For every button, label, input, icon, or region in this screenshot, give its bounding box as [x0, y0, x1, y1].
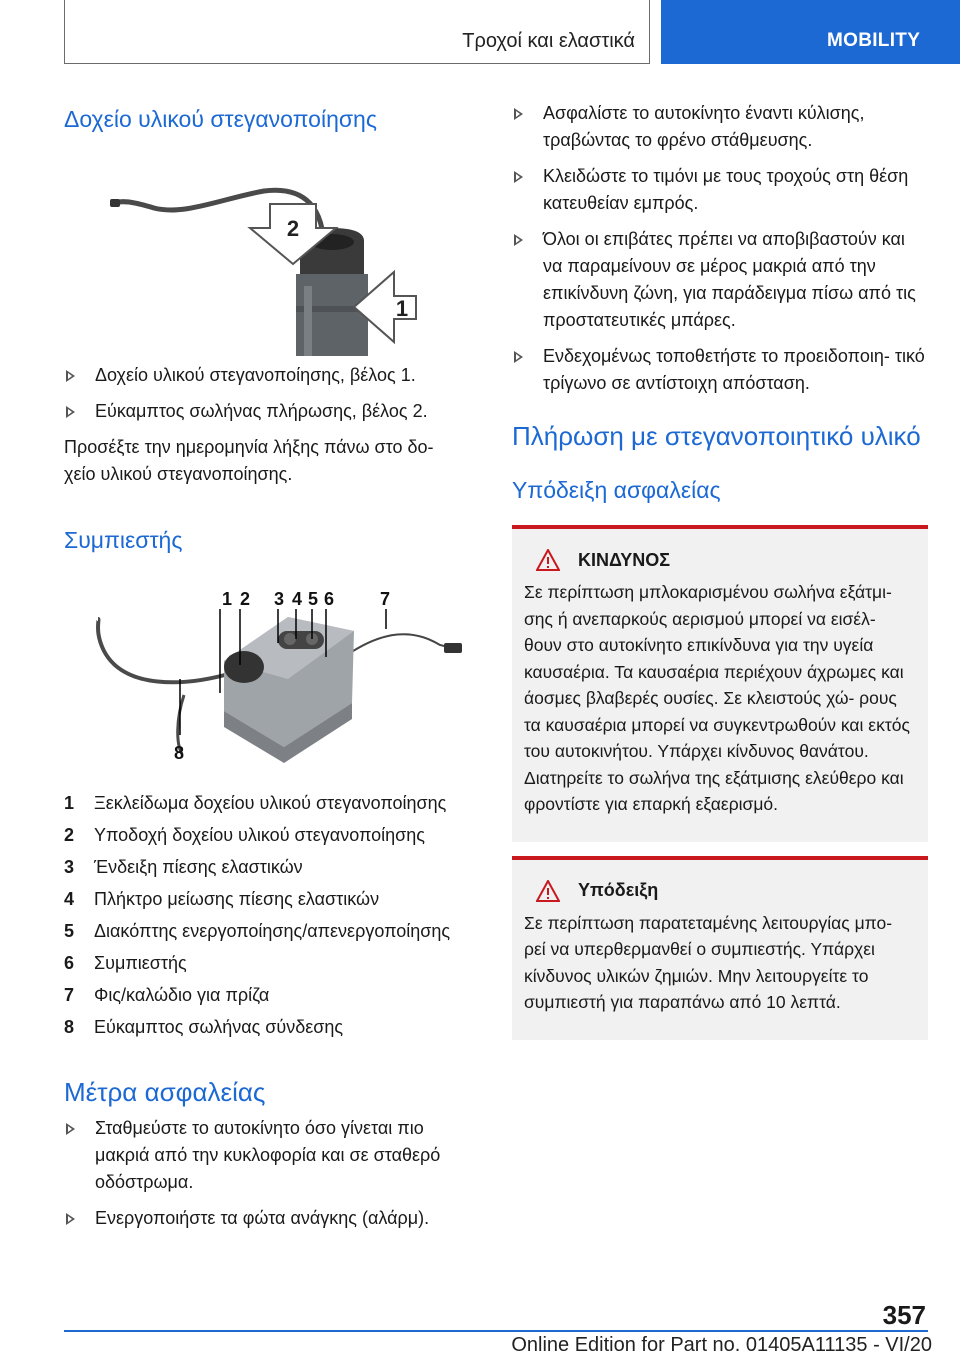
note-text: Σε περίπτωση παρατεταμένης λειτουργίας μπο‐ ρεί να υπερθερμανθεί ο συμπιεστής. Υπάρχει κίνδυνος υλικών ζημιών. Μην λειτουργείτε το συμπιεστή για παραπάνω από 10 λεπτά. — [524, 912, 893, 1012]
legend-number: 3 — [64, 857, 75, 877]
safety-item-2: Ενεργοποιήστε τα φώτα ανάγκης (αλάρμ). — [64, 1205, 468, 1232]
safety-item-1: Σταθμεύστε το αυτοκίνητο όσο γίνεται πιο μακριά από την κυκλοφορία και σε σταθερό οδόστρωμα. — [64, 1115, 468, 1196]
legend-text: Φις/καλώδιο για πρίζα — [94, 985, 270, 1005]
safety-item-5: Όλοι οι επιβάτες πρέπει να αποβιβαστούν και να παραμείνουν σε μέρος μακριά από την επικίνδυνη ζώνη, για παράδειγμα πίσω από τις προστατευτικές μπάρες. — [512, 226, 928, 334]
danger-notice — [512, 525, 928, 842]
container-heading: Δοχείο υλικού στεγανοποίησης — [64, 106, 377, 132]
safety-item-3: Ασφαλίστε το αυτοκίνητο έναντι κύλισης, τραβώντας το φρένο στάθμευσης. — [512, 100, 928, 154]
legend-item — [64, 787, 468, 819]
chapter-title: Τροχοί και ελαστικά — [462, 30, 635, 52]
figure2-label-3: 3 — [274, 589, 285, 609]
figure2-label-7: 7 — [380, 589, 391, 609]
compressor-figure — [64, 569, 468, 779]
footer-edition: Online Edition for Part no. 01405A11135 - VI/20 — [511, 1334, 932, 1356]
figure2-label-2: 2 — [240, 589, 251, 609]
legend-text: Πλήκτρο μείωσης πίεσης ελαστικών — [94, 889, 380, 909]
legend-text: Ξεκλείδωμα δοχείου υλικού στεγανοποίησης — [94, 793, 447, 813]
compressor-legend — [64, 787, 468, 1043]
legend-item — [64, 819, 468, 851]
hose-end-cap — [110, 199, 120, 207]
danger-text: Σε περίπτωση μπλοκαρισμένου σωλήνα εξάτμι‐ σης ή ανεπαρκούς αερισμού μπορεί να εισέλ‐ θουν στο αυτοκίνητο επικίνδυνα για την υγεία καυσαέρια. Τα καυσαέρια περιέχουν άχρωμες και άοσμες βλαβερές ουσίες. Σε κλειστούς χώ‐ ρους τα καυσαέρια μπορεί να συγκεντρωθούν και εκτός του αυτοκινήτου. Υπάρχει κίνδυνος θανάτου. Διατηρείτε το σωλήνα της εξάτμισης ελεύθερο και φροντίστε για επαρκή εξαερισμό. — [524, 582, 910, 814]
page-number: 357 — [882, 1300, 926, 1330]
danger-title: ΚΙΝΔΥΝΟΣ — [578, 549, 671, 570]
legend-item — [64, 979, 468, 1011]
section-tab-mobility[interactable] — [661, 0, 960, 64]
legend-text: Υποδοχή δοχείου υλικού στεγανοποίησης — [94, 825, 425, 845]
figure2-label-6: 6 — [324, 589, 335, 609]
figure2-label-8: 8 — [174, 743, 185, 763]
safety-item-6: Ενδεχομένως τοποθετήστε το προειδοποιη‐ τικό τρίγωνο σε αντίστοιχη απόσταση. — [512, 343, 928, 397]
right-column — [512, 100, 928, 1040]
container-item-1: Δοχείο υλικού στεγανοποίησης, βέλος 1. — [64, 362, 468, 389]
legend-number: 1 — [64, 793, 75, 813]
left-column — [64, 100, 468, 1232]
safety-item-4: Κλειδώστε το τιμόνι με τους τροχούς στη θέση κατευθείαν εμπρός. — [512, 163, 928, 217]
legend-item — [64, 947, 468, 979]
legend-number: 5 — [64, 921, 75, 941]
legend-number: 8 — [64, 1017, 75, 1037]
warning-triangle-icon — [536, 880, 560, 902]
footer-rule — [64, 1330, 928, 1332]
note-notice — [512, 856, 928, 1040]
figure2-label-5: 5 — [308, 589, 319, 609]
connection-hose — [98, 619, 232, 682]
legend-item — [64, 1011, 468, 1043]
legend-text: Εύκαμπτος σωλήνας σύνδεσης — [94, 1017, 344, 1037]
figure1-label-2: 2 — [286, 216, 300, 241]
legend-number: 2 — [64, 825, 75, 845]
legend-text: Διακόπτης ενεργοποίησης/απενεργοποίησης — [94, 921, 451, 941]
safety-heading: Μέτρα ασφαλείας — [64, 1077, 266, 1107]
gauge-icon — [224, 651, 264, 683]
safety-tip-heading: Υπόδειξη ασφαλείας — [512, 477, 721, 503]
legend-item — [64, 883, 468, 915]
header-chapter-box — [64, 0, 650, 64]
figure1-label-1: 1 — [395, 296, 409, 321]
figure2-label-1: 1 — [222, 589, 233, 609]
legend-number: 4 — [64, 889, 75, 909]
legend-number: 6 — [64, 953, 75, 973]
legend-item — [64, 915, 468, 947]
legend-item — [64, 851, 468, 883]
note-notice-header — [536, 880, 916, 902]
compressor-heading: Συμπιεστής — [64, 527, 183, 553]
expiry-date-text: Προσέξτε την ημερομηνία λήξης πάνω στο δο‐ χείο υλικού στεγανοποίησης. — [64, 437, 434, 484]
power-cable — [344, 634, 456, 657]
section-tab-label: MOBILITY — [827, 30, 921, 51]
container-item-2: Εύκαμπτος σωλήνας πλήρωσης, βέλος 2. — [64, 398, 468, 425]
warning-triangle-icon — [536, 549, 560, 571]
danger-notice-header — [536, 549, 916, 571]
note-title: Υπόδειξη — [578, 880, 659, 900]
legend-number: 7 — [64, 985, 75, 1005]
legend-text: Συμπιεστής — [94, 953, 187, 973]
legend-text: Ένδειξη πίεσης ελαστικών — [94, 857, 303, 877]
figure2-label-4: 4 — [292, 589, 303, 609]
fill-heading: Πλήρωση με στεγανοποιητικό υλικό — [512, 421, 921, 451]
sealant-container-figure — [64, 146, 468, 356]
